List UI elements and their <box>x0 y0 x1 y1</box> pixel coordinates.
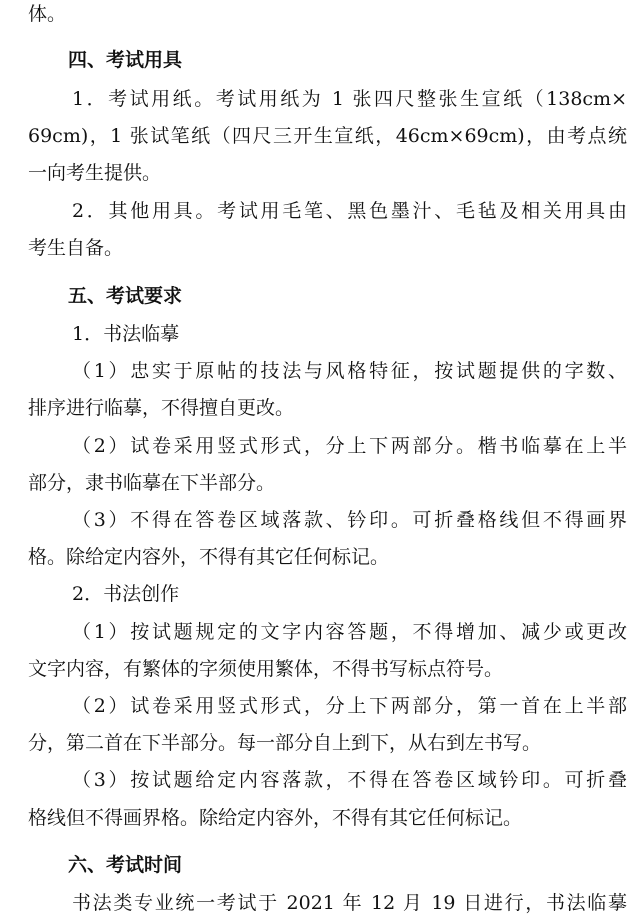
text-line: （2）试卷采用竖式形式，分上下两部分，第一首在上半部 <box>72 695 627 717</box>
text-line: 排序进行临摹，不得擅自更改。 <box>28 397 295 419</box>
text-line: 格线但不得画界格。除给定内容外，不得有其它任何标记。 <box>28 807 523 829</box>
subsection-heading: 1．书法临摹 <box>72 323 180 345</box>
section-heading-5: 五、考试要求 <box>68 285 183 307</box>
text-line: 69cm)，1 张试笔纸（四尺三开生宣纸，46cm×69cm)，由考点统 <box>28 125 627 147</box>
text-line: （2）试卷采用竖式形式，分上下两部分。楷书临摹在上半 <box>72 435 627 457</box>
text-line: 考生自备。 <box>28 237 124 259</box>
text-line: 格。除给定内容外，不得有其它任何标记。 <box>28 546 390 568</box>
text-line: 分，第二首在下半部分。每一部分自上到下，从右到左书写。 <box>28 732 542 754</box>
text-line: 部分，隶书临摹在下半部分。 <box>28 472 276 494</box>
text-line: （1）按试题规定的文字内容答题，不得增加、减少或更改 <box>72 621 627 643</box>
text-line: （3）不得在答卷区域落款、钤印。可折叠格线但不得画界 <box>72 509 627 531</box>
text-line: 文字内容，有繁体的字须使用繁体，不得书写标点符号。 <box>28 658 504 680</box>
text-line: 体。 <box>28 3 67 25</box>
text-line: 一向考生提供。 <box>28 162 162 184</box>
subsection-heading: 2．书法创作 <box>72 583 180 605</box>
text-line: 2．其他用具。考试用毛笔、黑色墨汁、毛毡及相关用具由 <box>72 200 627 222</box>
section-heading-4: 四、考试用具 <box>68 49 183 71</box>
text-line: （1）忠实于原帖的技法与风格特征，按试题提供的字数、 <box>72 360 627 382</box>
text-line: 1．考试用纸。考试用纸为 1 张四尺整张生宣纸（138cm× <box>72 88 627 110</box>
text-line: 书法类专业统一考试于 2021 年 12 月 19 日进行，书法临摹 <box>72 892 627 914</box>
section-heading-6: 六、考试时间 <box>68 854 183 876</box>
text-line: （3）按试题给定内容落款，不得在答卷区域钤印。可折叠 <box>72 769 627 791</box>
